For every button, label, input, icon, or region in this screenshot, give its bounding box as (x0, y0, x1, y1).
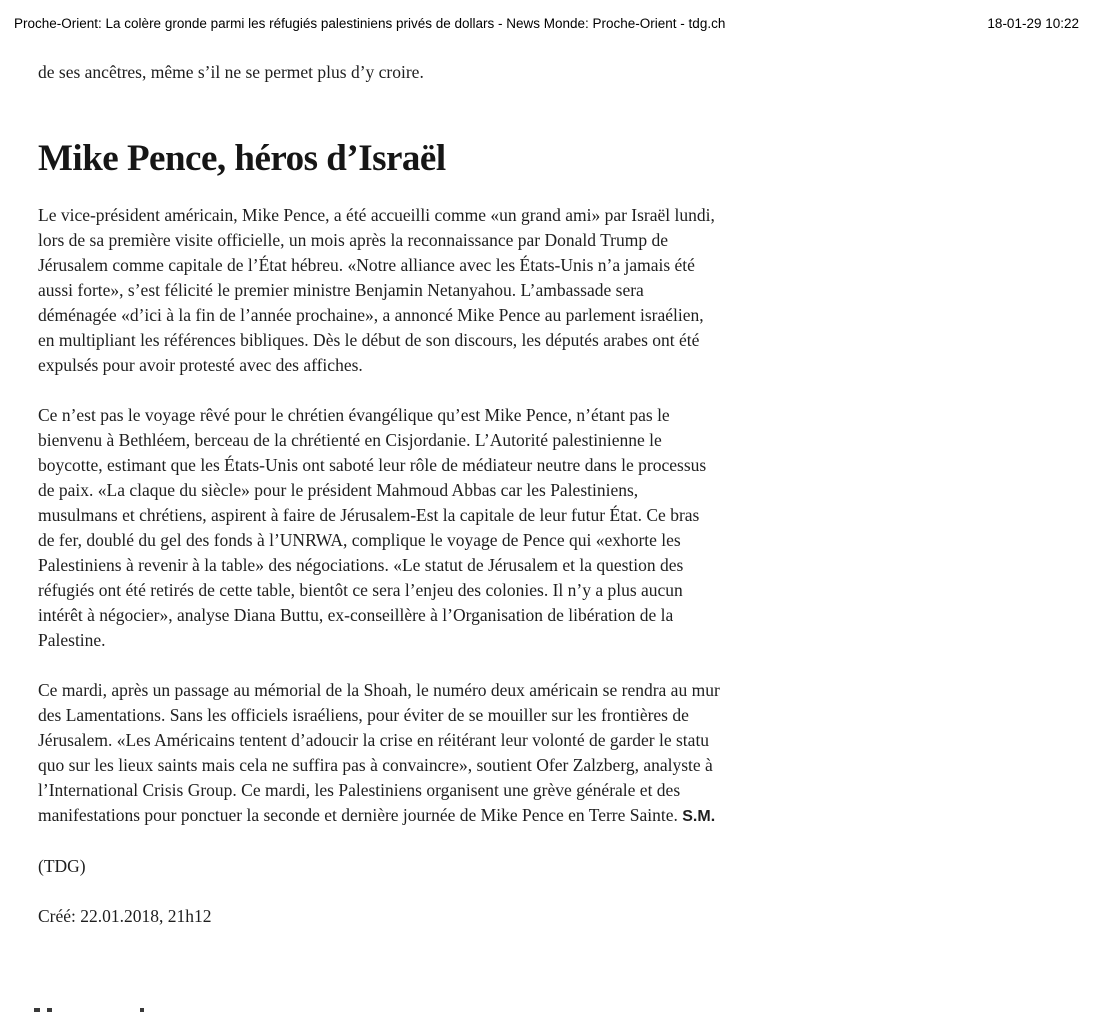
paragraph-2: Ce n’est pas le voyage rêvé pour le chrétien évangélique qu’est Mike Pence, n’étant pas le bienvenu à Bethléem, berceau de la chrétienté en Cisjordanie. L’Autorité palestinienne le boycotte, estimant que les États-Unis ont saboté leur rôle de médiateur neutre dans le processus de paix. «La claque du siècle» pour le président Mahmoud Abbas car les Palestiniens, musulmans et chrétiens, aspirent à faire de Jérusalem-Est la capitale de leur futur État. Ce bras de fer, doublé du gel des fonds à l’UNRWA, complique le voyage de Pence qui «exhorte les Palestiniens à revenir à la table» des négociations. «Le statut de Jérusalem et la question des réfugiés ont été retirés de cette table, bientôt ce sera l’enjeu des colonies. Il n’y a plus aucun intérêt à négocier», analyse Diana Buttu, ex-conseillère à l’Organisation de libération de la Palestine. (38, 405, 707, 650)
print-timestamp: 18-01-29 10:22 (987, 16, 1079, 31)
document-title: Proche-Orient: La colère gronde parmi les réfugiés palestiniens privés de dollars - News Monde: Proche-Orient - tdg.ch (14, 16, 726, 31)
paragraph-3-text: Ce mardi, après un passage au mémorial de la Shoah, le numéro deux américain se rendra au mur des Lamentations. Sans les officiels israéliens, pour éviter de se mouiller sur les frontières de Jérusalem. «Les Américains tentent d’adoucir la crise en réitérant leur volonté de garder le statu quo sur les lieux saints mais cela ne suffira pas à convaincre», soutient Ofer Zalzberg, analyste à l’International Crisis Group. Ce mardi, les Palestiniens organisent une grève générale et des manifestations pour ponctuer la seconde et dernière journée de Mike Pence en Terre Sainte. (38, 680, 720, 825)
paragraph-3 (38, 678, 720, 829)
agency-credit: (TDG) (38, 856, 86, 876)
article-headline: Mike Pence, héros d’Israël (38, 138, 446, 179)
article-body (38, 60, 720, 929)
paragraph-1: Le vice-président américain, Mike Pence, a été accueilli comme «un grand ami» par Israël lundi, lors de sa première visite officielle, un mois après la reconnaissance par Donald Trump de Jérusalem comme capitale de l’État hébreu. «Notre alliance avec les États-Unis n’a jamais été aussi forte», s’est félicité le premier ministre Benjamin Netanyahou. L’ambassade sera déménagée «d’ici à la fin de l’année prochaine», a annoncé Mike Pence au parlement israélien, en multipliant les références bibliques. Dès le début de son discours, les députés arabes ont été expulsés pour avoir protesté avec des affiches. (38, 205, 715, 375)
author-initials: S.M. (682, 808, 716, 825)
created-date: Créé: 22.01.2018, 21h12 (38, 906, 212, 926)
intro-line: de ses ancêtres, même s’il ne se permet plus d’y croire. (38, 62, 424, 82)
print-header (14, 15, 1079, 32)
clipped-text-line (0, 1007, 1094, 1014)
